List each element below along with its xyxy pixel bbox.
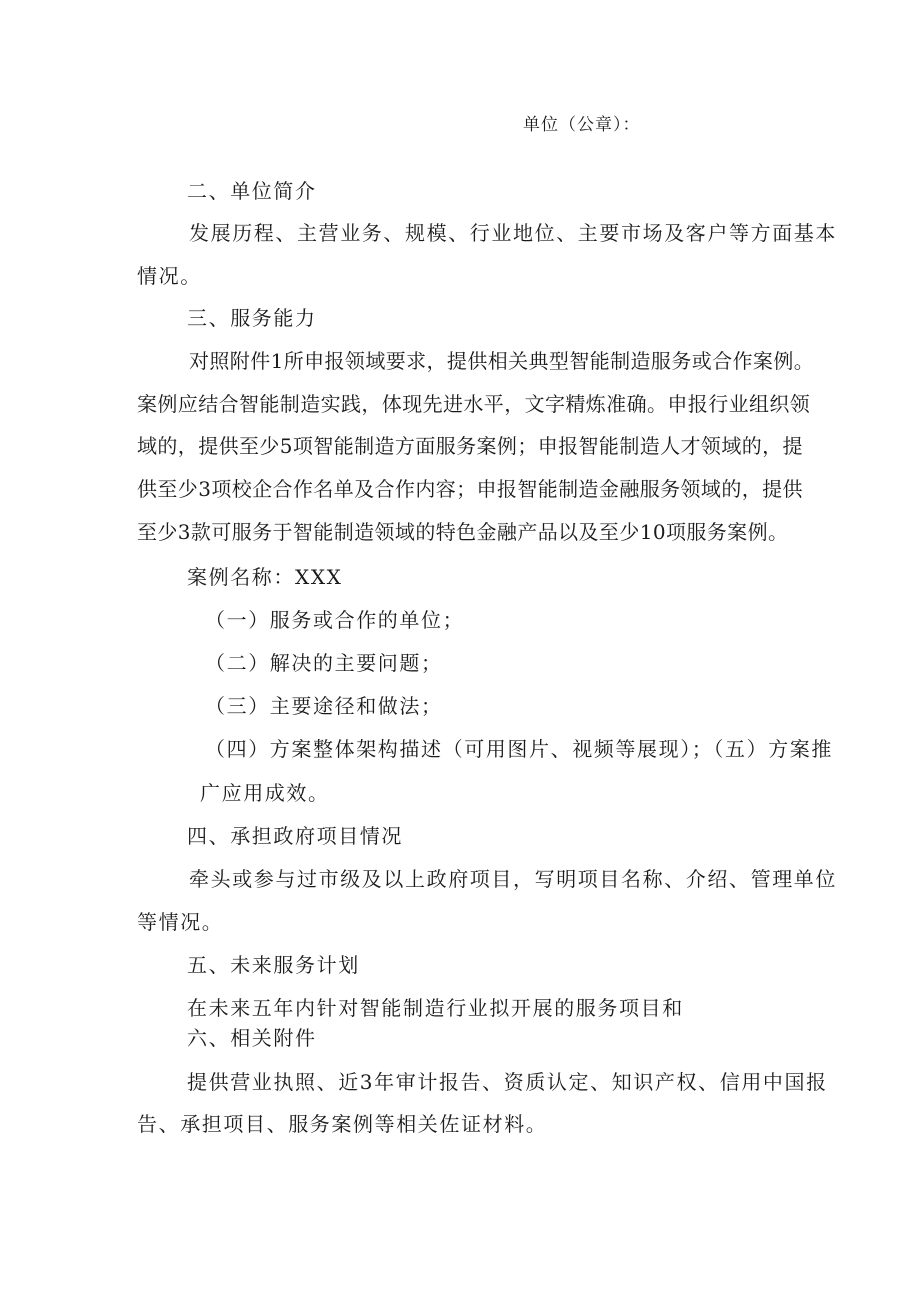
seal-label: 单位（公章）： — [523, 115, 641, 135]
paragraph-line: 案例应结合智能制造实践，体现先进水平，文字精炼准确。申报行业组织领 — [137, 392, 811, 416]
paragraph-line: 对照附件1所申报领域要求，提供相关典型智能制造服务或合作案例。 — [189, 349, 815, 373]
paragraph-line: 域的，提供至少5项智能制造方面服务案例；申报智能制造人才领域的，提 — [137, 434, 803, 458]
paragraph-line: 提供营业执照、近3年审计报告、资质认定、知识产权、信用中国报 — [187, 1070, 828, 1094]
paragraph-line: 至少3款可服务于智能制造领域的特色金融产品以及至少10项服务案例。 — [137, 520, 789, 544]
paragraph-line: 发展历程、主营业务、规模、行业地位、主要市场及客户等方面基本 — [189, 221, 837, 245]
case-item: （一）服务或合作的单位； — [205, 608, 465, 632]
section-heading-attachments: 六、相关附件 — [187, 1026, 317, 1050]
case-item: （三）主要途径和做法； — [205, 694, 443, 718]
section-heading-capability: 三、服务能力 — [187, 306, 317, 330]
case-item: （四）方案整体架构描述（可用图片、视频等展现）；（五）方案推 — [205, 737, 833, 761]
paragraph-line: 牵头或参与过市级及以上政府项目，写明项目名称、介绍、管理单位 — [189, 867, 837, 891]
section-heading-gov-projects: 四、承担政府项目情况 — [187, 824, 403, 848]
case-item: 广应用成效。 — [200, 781, 330, 805]
section-heading-future-plan: 五、未来服务计划 — [187, 953, 360, 977]
section-heading-profile: 二、单位简介 — [187, 179, 317, 203]
paragraph-line: 在未来五年内针对智能制造行业拟开展的服务项目和 — [187, 996, 684, 1020]
paragraph-line: 情况。 — [137, 264, 202, 288]
paragraph-line: 告、承担项目、服务案例等相关佐证材料。 — [137, 1112, 548, 1136]
case-name: 案例名称：XXX — [187, 565, 343, 589]
paragraph-line: 供至少3项校企合作名单及合作内容；申报智能制造金融服务领域的，提供 — [137, 477, 803, 501]
case-item: （二）解决的主要问题； — [205, 651, 443, 675]
paragraph-line: 等情况。 — [137, 910, 224, 934]
